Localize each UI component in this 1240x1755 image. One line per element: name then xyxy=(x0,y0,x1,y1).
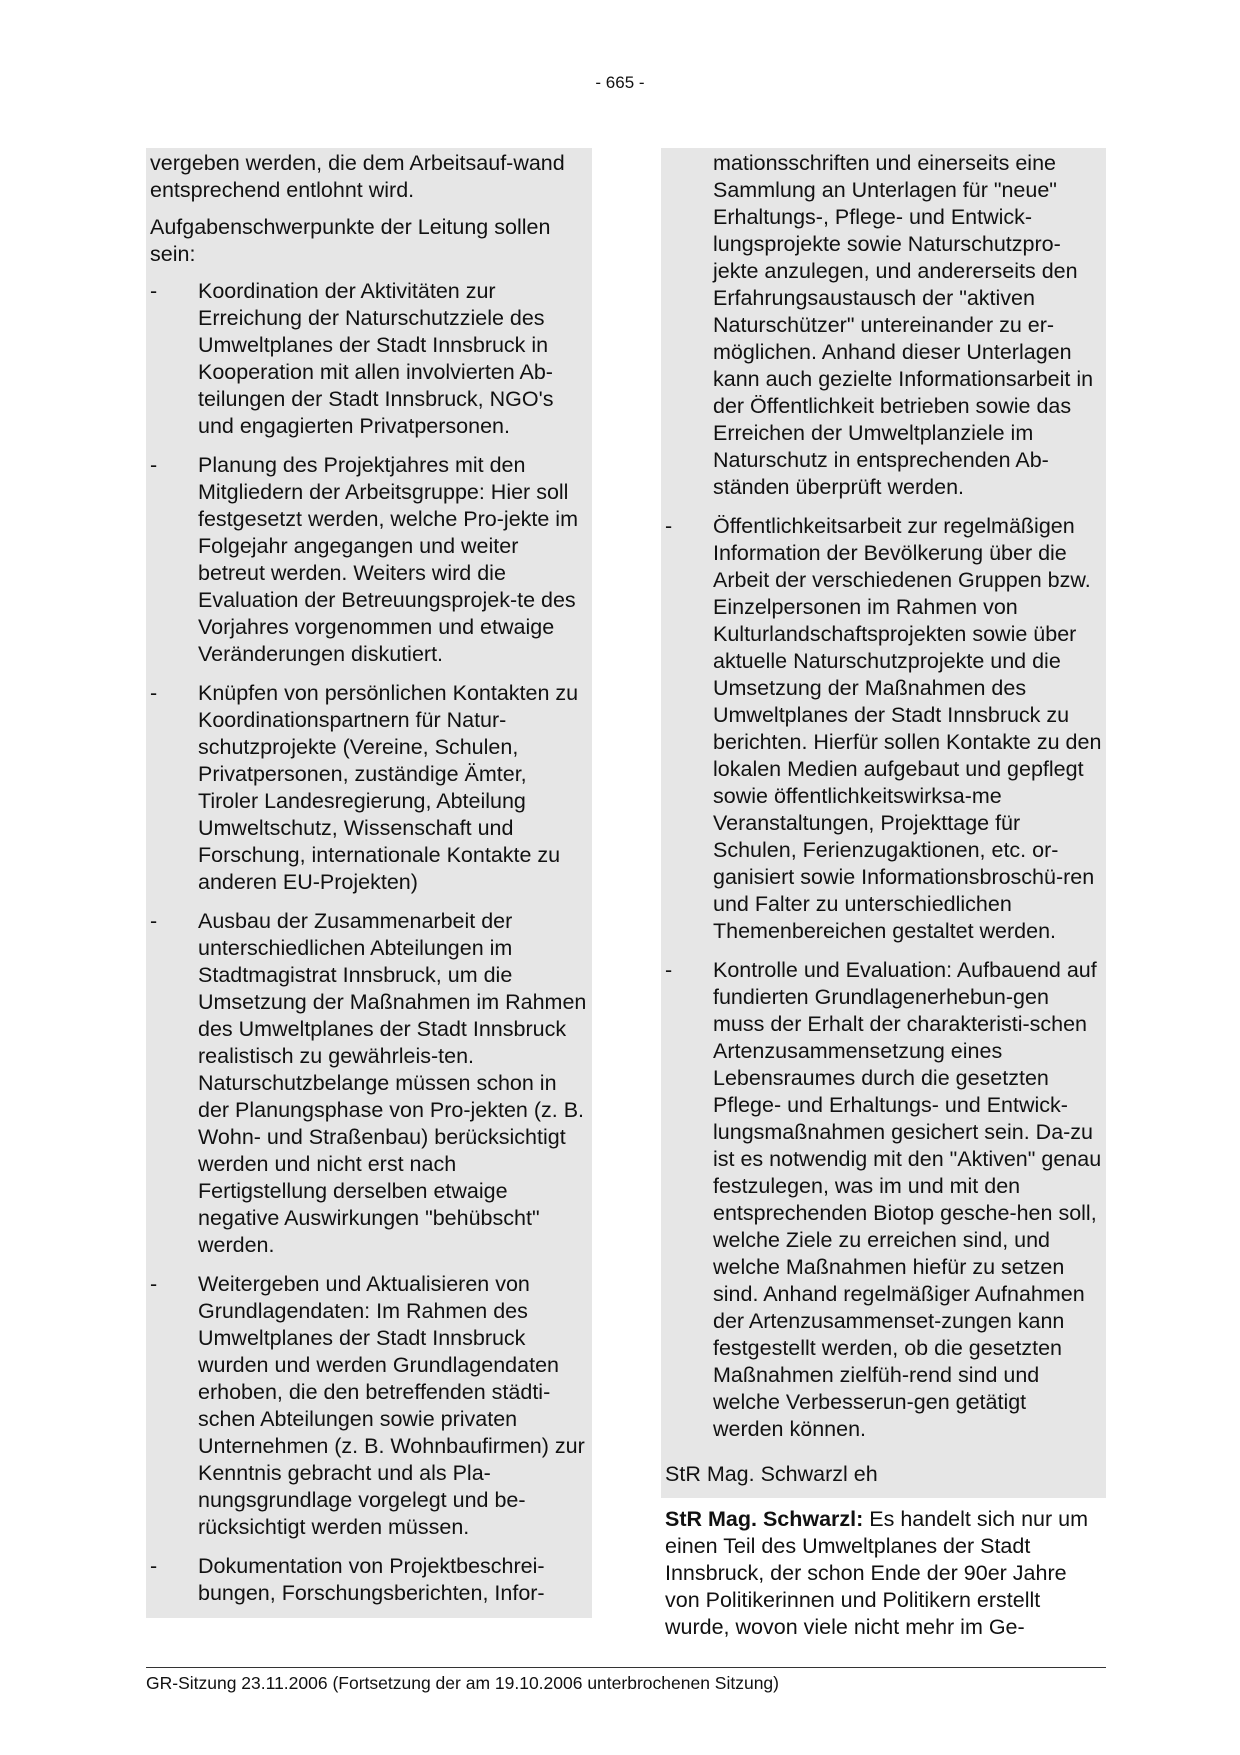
signature-note: StR Mag. Schwarzl eh xyxy=(665,1462,878,1486)
page-number: - 665 - xyxy=(595,73,645,92)
speech-text: Es handelt sich nur um einen Teil des Umweltplanes der Stadt Innsbruck, der schon Ende der 90er Jahre von Politikerinnen und Politikern erstellt wurde, wovon viele nicht mehr im Ge- xyxy=(665,1507,1088,1639)
speech-paragraph xyxy=(661,1498,1106,1641)
left-column xyxy=(146,148,592,1618)
list-item-continuation: mationsschriften und einerseits eine Sammlung an Unterlagen für "neue" Erhaltungs-, Pflege- und Entwick-lungsprojekte sowie Naturschutzpro-jekte anzulegen, und andererseits den Erfahrungsaustausch der "aktiven Naturschützer" untereinander zu er-möglichen. Anhand dieser Unterlagen kann auch gezielte Informationsarbeit in der Öffentlichkeit betrieben sowie das Erreichen der Umweltplanziele im Naturschutz in entsprechenden Ab-ständen überprüft werden. xyxy=(713,151,1094,499)
list-item-text: Ausbau der Zusammenarbeit der unterschiedlichen Abteilungen im Stadtmagistrat Innsbruck, um die Umsetzung der Maßnahmen im Rahmen des Umweltplanes der Stadt Innsbruck realistisch zu gewährleis-ten. Naturschutzbelange müssen schon in der Planungsphase von Pro-jekten (z. B. Wohn- und Straßenbau) berücksichtigt werden und nicht erst nach Fertigstellung derselben etwaige negative Auswirkungen "behübscht" werden. xyxy=(198,909,587,1257)
left-shaded-block xyxy=(146,148,592,1618)
intro-paragraph-1: vergeben werden, die dem Arbeitsauf-wand entsprechend entlohnt wird. xyxy=(150,151,565,202)
right-shaded-block xyxy=(661,148,1106,1498)
bullet-dash: - xyxy=(150,453,158,477)
bullet-dash: - xyxy=(150,909,158,933)
list-item xyxy=(150,452,588,668)
intro-paragraph-2: Aufgabenschwerpunkte der Leitung sollen sein: xyxy=(150,215,551,266)
bullet-dash: - xyxy=(150,279,158,303)
list-item-text: Planung des Projektjahres mit den Mitgliedern der Arbeitsgruppe: Hier soll festgesetzt werden, welche Pro-jekte im Folgejahr angegangen und weiter betreut werden. Weiters wird die Evaluation der Betreuungsprojek-te des Vorjahres vorgenommen und etwaige Veränderungen diskutiert. xyxy=(198,453,578,666)
footer-divider xyxy=(146,1667,1106,1668)
list-item xyxy=(150,1553,588,1607)
list-item-text: Weitergeben und Aktualisieren von Grundlagendaten: Im Rahmen des Umweltplanes der Stadt Innsbruck wurden und werden Grundlagendaten erhoben, die den betreffenden städti-schen Abteilungen sowie privaten Unternehmen (z. B. Wohnbaufirmen) zur Kenntnis gebracht und als Pla-nungsgrundlage vorgelegt und be-rücksichtigt werden müssen. xyxy=(198,1272,585,1539)
list-item-text: Öffentlichkeitsarbeit zur regelmäßigen Information der Bevölkerung über die Arbeit der verschiedenen Gruppen bzw. Einzelpersonen im Rahmen von Kulturlandschaftsprojekten sowie über aktuelle Naturschutzprojekte und die Umsetzung der Maßnahmen des Umweltplanes der Stadt Innsbruck zu berichten. Hierfür sollen Kontakte zu den lokalen Medien aufgebaut und gepflegt sowie öffentlichkeitswirksa-me Veranstaltungen, Projekttage für Schulen, Ferienzugaktionen, etc. or-ganisiert sowie Informationsbroschü-ren und Falter zu unterschiedlichen Themenbereichen gestaltet werden. xyxy=(713,514,1102,943)
list-item xyxy=(150,1271,588,1541)
bullet-dash: - xyxy=(150,1272,158,1296)
list-item xyxy=(150,908,588,1259)
list-item xyxy=(665,513,1102,945)
bullet-dash: - xyxy=(665,514,673,538)
list-item xyxy=(665,957,1102,1443)
bullet-dash: - xyxy=(150,681,158,705)
list-item xyxy=(150,278,588,440)
list-item-text: Knüpfen von persönlichen Kontakten zu Koordinationspartnern für Natur-schutzprojekte (Vereine, Schulen, Privatpersonen, zuständige Ämter, Tiroler Landesregierung, Abteilung Umweltschutz, Wissenschaft und Forschung, internationale Kontakte zu anderen EU-Projekten) xyxy=(198,681,579,894)
list-item xyxy=(150,680,588,896)
list-item-text: Kontrolle und Evaluation: Aufbauend auf fundierten Grundlagenerhebun-gen muss der Erhalt der charakteristi-schen Artenzusammensetzung eines Lebensraumes durch die gesetzten Pflege- und Erhaltungs- und Entwick-lungsmaßnahmen gesichert sein. Da-zu ist es notwendig mit den "Aktiven" genau festzulegen, was im und mit den entsprechenden Biotop gesche-hen soll, welche Ziele zu erreichen sind, und welche Maßnahmen hiefür zu setzen sind. Anhand regelmäßiger Aufnahmen der Artenzusammenset-zungen kann festgestellt werden, ob die gesetzten Maßnahmen zielfüh-rend sind und welche Verbesserun-gen getätigt werden können. xyxy=(713,958,1102,1441)
list-item-text: Koordination der Aktivitäten zur Erreichung der Naturschutzziele des Umweltplanes der Stadt Innsbruck in Kooperation mit allen involvierten Ab-teilungen der Stadt Innsbruck, NGO's und engagierten Privatpersonen. xyxy=(198,279,554,438)
right-column xyxy=(661,148,1106,1641)
footer-text: GR-Sitzung 23.11.2006 (Fortsetzung der am 19.10.2006 unterbrochenen Sitzung) xyxy=(146,1673,779,1693)
bullet-dash: - xyxy=(150,1554,158,1578)
list-item-text: Dokumentation von Projektbeschrei-bungen, Forschungsberichten, Infor- xyxy=(198,1554,545,1605)
bullet-dash: - xyxy=(665,958,673,982)
speaker-name: StR Mag. Schwarzl: xyxy=(665,1507,864,1531)
